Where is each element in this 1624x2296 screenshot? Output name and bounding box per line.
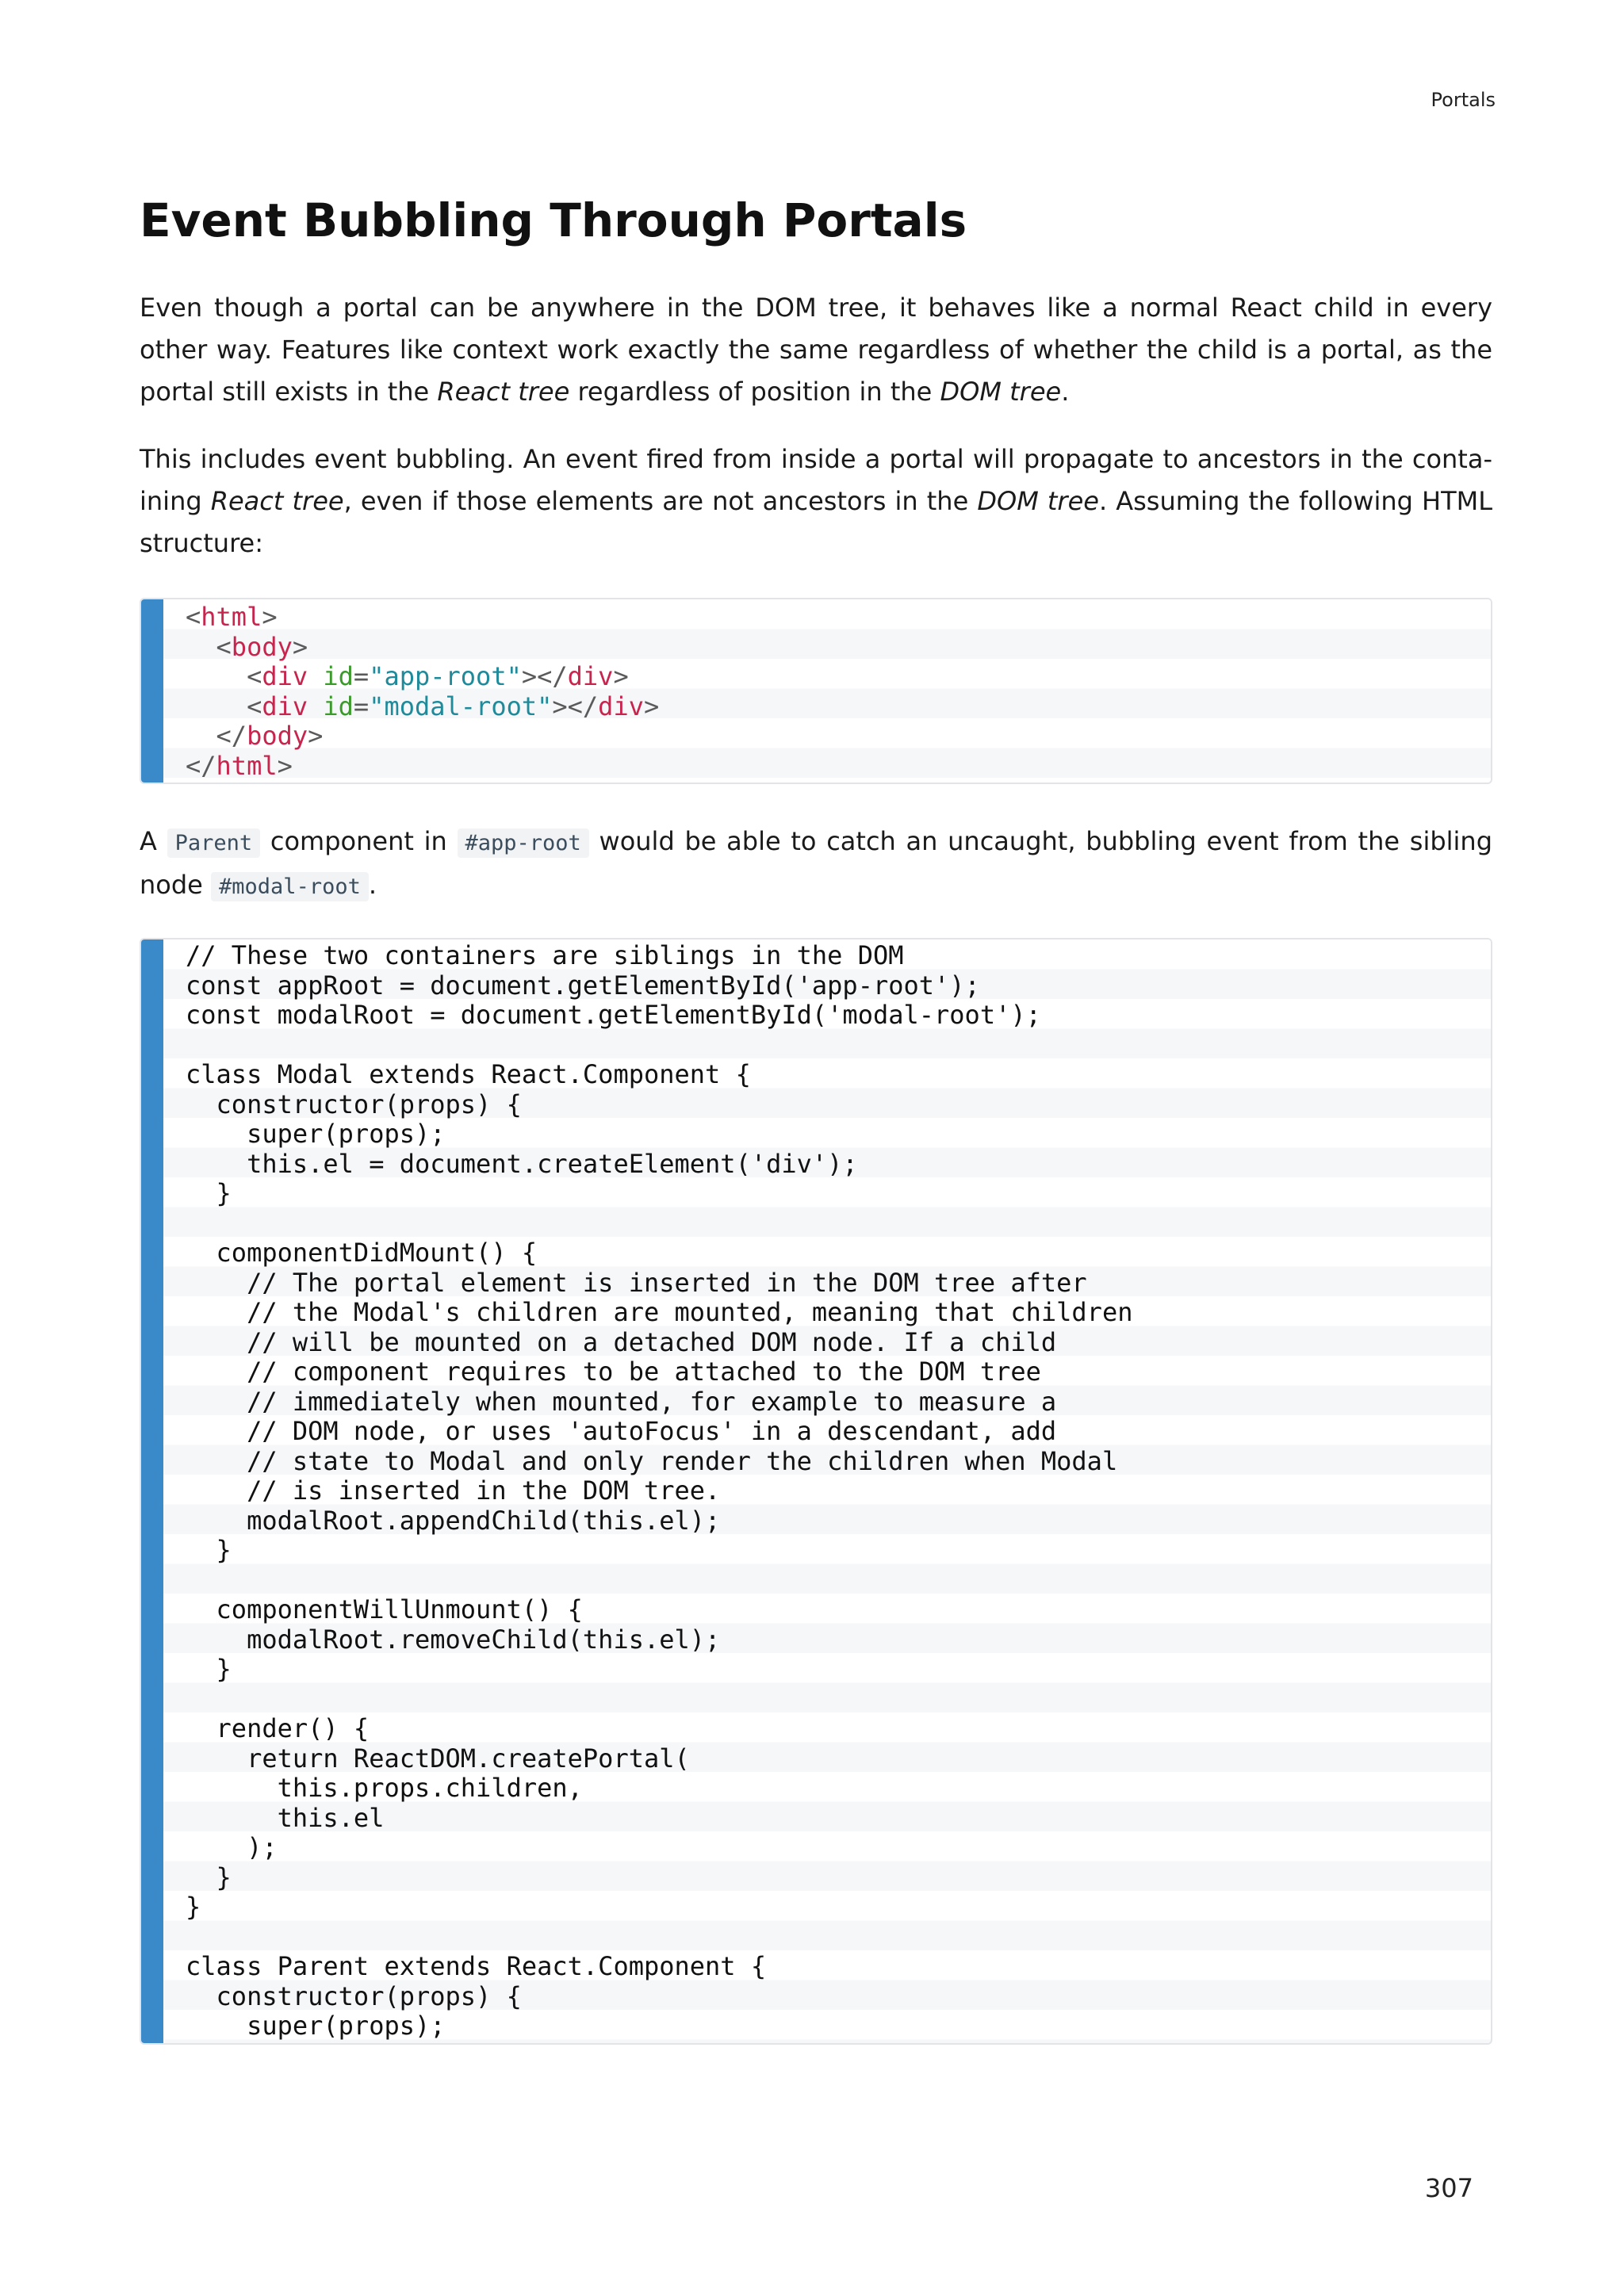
code-line: render() { [186,1713,370,1743]
code-line [186,1209,1491,1239]
code-line: // will be mounted on a detached DOM node. If a child [186,1326,1057,1357]
text-run: component in [260,826,458,856]
inline-code-app-root: #app-root [458,828,589,858]
code-line: } [186,1178,232,1208]
code-line: super(props); [186,2011,446,2041]
page-content [140,190,1492,2081]
paragraph-parent-component [140,821,1492,908]
code-line [186,1685,1491,1715]
running-header: Portals [1431,89,1496,111]
code-line: // the Modal's children are mounted, meaning that children [186,1297,1133,1327]
js-code [141,939,1491,2043]
code-line: </body> [216,721,324,751]
code-line: <html> [186,602,278,632]
code-line: constructor(props) { [186,1089,522,1119]
code-line: modalRoot.appendChild(this.el); [186,1505,721,1536]
code-line: // The portal element is inserted in the DOM tree after [186,1267,1087,1298]
code-block-accent-bar [141,599,163,783]
emphasis: React tree [210,486,344,516]
code-line: <body> [216,631,308,662]
section-title: Event Bubbling Through Portals [140,193,967,247]
inline-code-parent: Parent [167,828,261,858]
text-run: , even if those elements are not ancestors in the [343,486,978,516]
paragraph-event-bubbling [140,438,1492,564]
code-line: <div id="app-root"></div> [247,661,629,691]
code-line: } [186,1892,201,1922]
inline-code-modal-root: #modal-root [211,872,369,901]
code-line [186,1566,1491,1596]
emphasis: React tree [437,377,570,407]
page-number: 307 [1424,2173,1473,2203]
code-line: return ReactDOM.createPortal( [186,1743,690,1774]
code-line: // is inserted in the DOM tree. [186,1475,721,1506]
text-run: would be able to catch an uncaught, bubbling event from the sibling node [140,826,1493,900]
html-code-block [140,598,1492,784]
code-line: constructor(props) { [186,1980,522,2011]
code-line: } [186,1654,232,1684]
code-line: class Parent extends React.Component { [186,1951,767,1981]
js-code-block [140,938,1492,2045]
emphasis: DOM tree [940,377,1062,407]
code-line: this.props.children, [186,1773,583,1803]
text-run: regardless of position in the [569,377,940,407]
html-code [141,599,1491,783]
paragraph-intro [140,287,1492,413]
text-run: This includes event bubbling. An event fired from inside a portal will propagate to ancestors in the containing [140,444,1492,516]
code-line: componentWillUnmount() { [186,1594,583,1624]
code-line: // immediately when mounted, for example to measure a [186,1386,1057,1417]
code-line [186,1923,1491,1953]
text-run: . Assuming the following HTML structure: [140,486,1493,558]
text-run: A [140,826,167,856]
code-line: modalRoot.removeChild(this.el); [186,1624,721,1655]
code-line: // DOM node, or uses 'autoFocus' in a descendant, add [186,1416,1057,1446]
code-line: componentDidMount() { [186,1238,538,1268]
code-line: ); [186,1832,278,1862]
code-line: <div id="modal-root"></div> [247,691,660,721]
emphasis: DOM tree [977,486,1099,516]
code-line: // component requires to be attached to the DOM tree [186,1357,1041,1387]
code-line: // These two containers are siblings in the DOM [186,940,904,970]
code-line: this.el = document.createElement('div'); [186,1148,858,1179]
code-line: class Modal extends React.Component { [186,1059,751,1089]
text-run: . [368,870,377,900]
code-line: // state to Modal and only render the children when Modal [186,1445,1118,1476]
code-line: } [186,1535,232,1565]
code-line: this.el [186,1802,385,1833]
code-line: super(props); [186,1119,446,1149]
text-run: . [1061,377,1070,407]
code-line [186,1031,1491,1061]
code-block-accent-bar [141,939,163,2043]
text-run: Even though a portal can be anywhere in the DOM tree, it behaves like a normal React child in every other way. Features like context work exactly the same regardless of whether the child is a portal, as the portal still exists in the [140,293,1492,407]
code-line: </html> [186,750,293,781]
code-line: } [186,1862,232,1892]
code-line: const modalRoot = document.getElementById('modal-root'); [186,1000,1041,1030]
code-line: const appRoot = document.getElementById('app-root'); [186,970,980,1001]
